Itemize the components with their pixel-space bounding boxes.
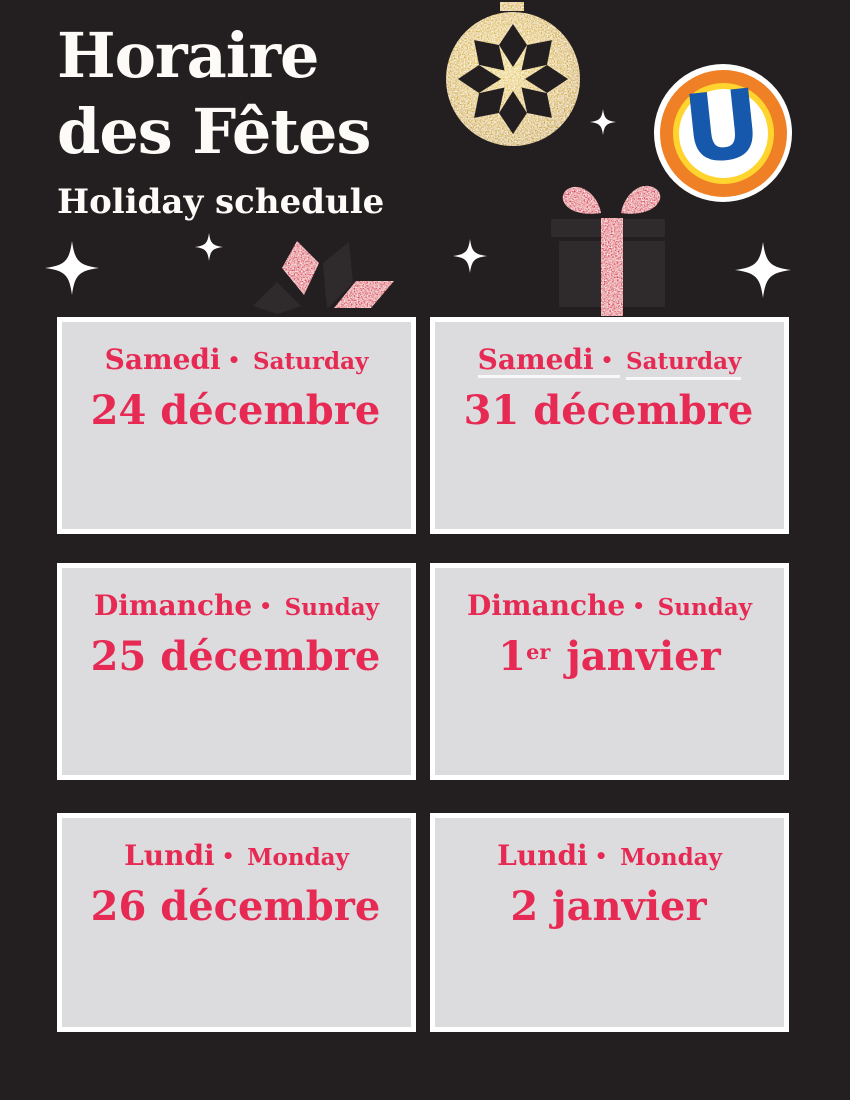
- bullet-separator: •: [221, 844, 235, 868]
- day-name-fr: Dimanche: [93, 589, 253, 622]
- bullet-separator: •: [600, 348, 614, 372]
- card-date: [435, 383, 784, 434]
- date-text: 1: [498, 632, 527, 680]
- date-text: 26 décembre: [90, 882, 381, 930]
- date-text: 25 décembre: [90, 632, 381, 680]
- date-text: 2 janvier: [510, 882, 707, 930]
- day-name-en: Monday: [620, 844, 722, 871]
- date-text: 24 décembre: [90, 386, 381, 434]
- date-text-suffix: janvier: [552, 632, 721, 680]
- day-name-en: Monday: [247, 844, 349, 871]
- sparkle-icon: [735, 242, 791, 298]
- logo-ring-orange: [660, 70, 787, 197]
- bullet-separator: •: [259, 594, 273, 618]
- day-name-fr: Lundi: [497, 839, 588, 872]
- card-date: [62, 629, 411, 680]
- title-line-1: Horaire: [57, 19, 319, 92]
- schedule-row: [57, 563, 789, 780]
- logo-ring-yellow: [673, 69, 774, 186]
- day-name-fr: Samedi: [104, 343, 221, 376]
- sparkle-icon: [453, 239, 487, 273]
- schedule-row: [57, 813, 789, 1032]
- day-name-en: Saturday: [253, 348, 369, 375]
- bullet-separator: •: [594, 844, 608, 868]
- schedule-card-dec25: [57, 563, 416, 780]
- poinsettia-icon: [253, 241, 394, 314]
- card-day-label: [62, 591, 411, 625]
- ornament-icon: [446, 2, 580, 146]
- card-date: [435, 879, 784, 930]
- bullet-separator: •: [632, 594, 646, 618]
- schedule-card-dec26: [57, 813, 416, 1032]
- schedule-card-jan1: [430, 563, 789, 780]
- card-day-label: [62, 345, 411, 379]
- sparkle-icon: [590, 109, 616, 135]
- card-date: [435, 629, 784, 680]
- title-line-2: des Fêtes: [57, 95, 371, 168]
- day-name-fr: Dimanche: [466, 589, 626, 622]
- card-day-label: [62, 841, 411, 875]
- schedule-grid: [57, 317, 789, 1032]
- day-name-en: Sunday: [284, 594, 380, 621]
- schedule-row: [57, 317, 789, 534]
- header: [57, 18, 384, 220]
- card-date: [62, 383, 411, 434]
- card-day-label: [435, 345, 784, 379]
- schedule-card-jan2: [430, 813, 789, 1032]
- gift-icon: [551, 186, 665, 316]
- day-name-en: Saturday: [626, 348, 741, 380]
- sparkle-icon: [195, 233, 223, 261]
- date-text: 31 décembre: [463, 386, 754, 434]
- date-superscript: er: [526, 639, 551, 664]
- bullet-separator: •: [227, 348, 241, 372]
- page-subtitle: Holiday schedule: [57, 182, 385, 222]
- day-name-en: Sunday: [657, 594, 753, 621]
- day-name-fr: Lundi: [124, 839, 215, 872]
- schedule-card-dec31: [430, 317, 789, 534]
- sparkle-icon: [45, 241, 99, 295]
- card-day-label: [435, 591, 784, 625]
- page-title: [57, 18, 384, 170]
- logo-face: [678, 69, 768, 186]
- schedule-card-dec24: [57, 317, 416, 534]
- card-day-label: [435, 841, 784, 875]
- u-brand-logo: [654, 64, 792, 202]
- day-name-fr: Samedi: [477, 343, 594, 376]
- logo-letter: U: [678, 69, 767, 186]
- card-date: [62, 879, 411, 930]
